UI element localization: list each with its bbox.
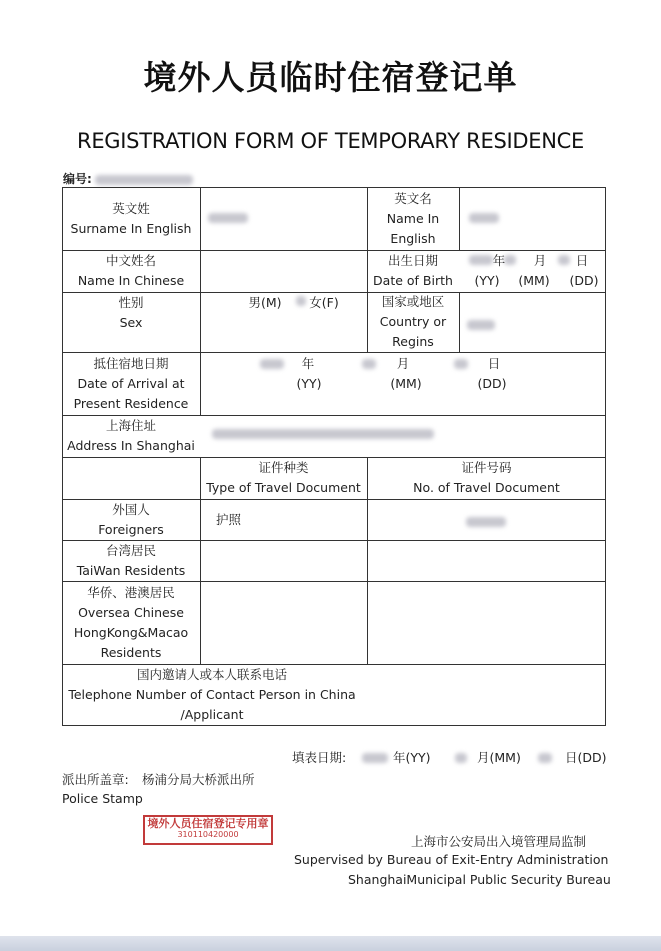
redacted-fill-day bbox=[538, 753, 552, 763]
redacted-given-name bbox=[469, 213, 499, 223]
arrival-label bbox=[62, 352, 200, 415]
sex-label bbox=[62, 292, 200, 334]
registration-table bbox=[62, 187, 606, 726]
official-stamp bbox=[143, 815, 273, 845]
redacted-fill-month bbox=[455, 753, 467, 763]
dob-label-en: Date of Birth bbox=[373, 273, 453, 288]
redacted-dob-year bbox=[469, 255, 493, 265]
police-station-name: 杨浦分局大桥派出所 bbox=[142, 772, 255, 787]
dob-day-unit bbox=[575, 250, 589, 272]
address-label-cn: 上海住址 bbox=[105, 418, 156, 433]
sex-label-cn: 性别 bbox=[118, 295, 144, 310]
arrival-mm bbox=[384, 374, 428, 394]
phone-label-cn: 国内邀请人或本人联系电话 bbox=[136, 666, 287, 682]
arrival-year-cn: 年 bbox=[301, 356, 315, 371]
dob-month-unit bbox=[533, 250, 547, 272]
dob-yy-text: (YY) bbox=[474, 273, 500, 288]
title-english: REGISTRATION FORM OF TEMPORARY RESIDENCE bbox=[77, 129, 584, 153]
arrival-yy bbox=[287, 374, 331, 394]
redacted-fill-year bbox=[362, 753, 388, 763]
arrival-label-cn: 抵住宿地日期 bbox=[93, 355, 169, 371]
dob-mm-text: (MM) bbox=[518, 273, 550, 288]
arrival-dd-text: (DD) bbox=[477, 376, 507, 391]
redacted-address bbox=[212, 429, 434, 439]
female-text: 女(F) bbox=[309, 295, 339, 310]
stamp-text: 境外人员住宿登记专用章 bbox=[147, 817, 269, 830]
police-stamp-label-cn: 派出所盖章: bbox=[62, 772, 129, 787]
foreigners-label-en: Foreigners bbox=[98, 521, 164, 537]
phone-label-en-1: Telephone Number of Contact Person in China bbox=[68, 686, 356, 702]
redacted-surname bbox=[208, 213, 248, 223]
male-text: 男(M) bbox=[248, 295, 282, 310]
doc-number-header-cn: 证件号码 bbox=[461, 460, 512, 475]
given-name-label bbox=[367, 187, 459, 250]
doc-type-header bbox=[200, 457, 367, 499]
title-chinese: 境外人员临时住宿登记单 bbox=[143, 58, 518, 97]
redacted-serial bbox=[95, 175, 193, 185]
chinese-name-label-cn: 中文姓名 bbox=[105, 253, 156, 268]
foreigners-label-cn: 外国人 bbox=[112, 501, 150, 517]
oversea-label-en-3: Residents bbox=[100, 644, 162, 660]
dob-month-cn: 月 bbox=[533, 253, 547, 268]
doc-number-header-en: No. of Travel Document bbox=[413, 480, 560, 495]
fill-date-day: 日(DD) bbox=[565, 750, 607, 765]
dob-year-unit bbox=[492, 250, 506, 272]
dob-year-cn: 年 bbox=[492, 253, 506, 268]
arrival-yy-text: (YY) bbox=[296, 376, 322, 391]
stamp-number: 310110420000 bbox=[177, 830, 239, 839]
dob-day-cn: 日 bbox=[575, 253, 589, 268]
arrival-mm-text: (MM) bbox=[390, 376, 422, 391]
given-name-label-en-2: English bbox=[390, 230, 436, 246]
passport-text: 护照 bbox=[216, 511, 242, 527]
taiwan-label-cn: 台湾居民 bbox=[105, 542, 156, 558]
oversea-label-cn: 华侨、港澳居民 bbox=[87, 584, 175, 600]
surname-label bbox=[62, 187, 200, 250]
address-label bbox=[62, 415, 200, 457]
doc-type-header-cn: 证件种类 bbox=[258, 460, 309, 475]
dob-dd bbox=[562, 271, 606, 291]
line bbox=[62, 725, 606, 726]
country-label-en-2: Regins bbox=[392, 334, 434, 349]
country-label-en-1: Country or bbox=[379, 314, 447, 329]
chinese-name-label-en: Name In Chinese bbox=[77, 273, 185, 288]
serial-number bbox=[63, 170, 193, 187]
fill-date-year: 年(YY) bbox=[393, 750, 431, 765]
line bbox=[459, 187, 460, 250]
arrival-day-cn: 日 bbox=[487, 356, 501, 371]
line bbox=[200, 187, 201, 415]
arrival-day-unit bbox=[486, 353, 502, 375]
arrival-year-unit bbox=[300, 353, 316, 375]
phone-label bbox=[62, 664, 362, 725]
arrival-month-unit bbox=[395, 353, 411, 375]
dob-yy bbox=[467, 271, 507, 291]
oversea-label-en-2: HongKong&Macao bbox=[73, 624, 189, 640]
serial-label: 编号: bbox=[63, 172, 92, 186]
surname-label-cn: 英文姓 bbox=[112, 200, 150, 216]
redacted-arrival-year bbox=[260, 359, 284, 369]
supervisor-en-1: Supervised by Bureau of Exit-Entry Administration bbox=[294, 852, 609, 867]
redacted-arrival-day bbox=[454, 359, 468, 369]
country-label-cn: 国家或地区 bbox=[381, 294, 445, 309]
chinese-name-label bbox=[62, 250, 200, 292]
arrival-dd bbox=[470, 374, 514, 394]
phone-label-en-2: /Applicant bbox=[180, 706, 244, 722]
doc-type-header-en: Type of Travel Document bbox=[206, 480, 361, 495]
supervisor-cn: 上海市公安局出入境管理局监制 bbox=[411, 834, 587, 849]
taiwan-label-en: TaiWan Residents bbox=[76, 562, 186, 578]
country-label bbox=[367, 292, 459, 352]
page-edge bbox=[0, 936, 661, 951]
doc-number-header bbox=[367, 457, 606, 499]
dob-label bbox=[367, 250, 459, 292]
foreigners-label bbox=[62, 499, 200, 540]
oversea-label-en-1: Oversea Chinese bbox=[78, 604, 184, 620]
doc-type-value bbox=[200, 499, 300, 540]
female-option bbox=[304, 292, 344, 314]
fill-date-label: 填表日期: bbox=[292, 750, 347, 765]
arrival-label-en-2: Present Residence bbox=[73, 395, 189, 411]
police-stamp-label-en: Police Stamp bbox=[62, 791, 143, 806]
male-option bbox=[240, 292, 290, 314]
fill-date-month: 月(MM) bbox=[477, 750, 521, 765]
dob-label-cn: 出生日期 bbox=[387, 253, 438, 268]
dob-mm bbox=[512, 271, 556, 291]
given-name-label-cn: 英文名 bbox=[394, 190, 432, 206]
address-label-en: Address In Shanghai bbox=[67, 438, 195, 453]
arrival-month-cn: 月 bbox=[396, 356, 410, 371]
line bbox=[459, 292, 460, 352]
redacted-dob-day bbox=[558, 255, 570, 265]
taiwan-label bbox=[62, 540, 200, 581]
surname-label-en: Surname In English bbox=[70, 220, 192, 236]
given-name-label-en-1: Name In bbox=[386, 210, 440, 226]
redacted-arrival-month bbox=[362, 359, 376, 369]
redacted-country bbox=[467, 320, 495, 330]
supervisor-en-2: ShanghaiMunicipal Public Security Bureau bbox=[348, 872, 611, 887]
arrival-label-en-1: Date of Arrival at bbox=[77, 375, 185, 391]
oversea-label bbox=[62, 581, 200, 664]
sex-label-en: Sex bbox=[119, 315, 143, 330]
dob-dd-text: (DD) bbox=[569, 273, 599, 288]
redacted-doc-number bbox=[466, 517, 506, 527]
